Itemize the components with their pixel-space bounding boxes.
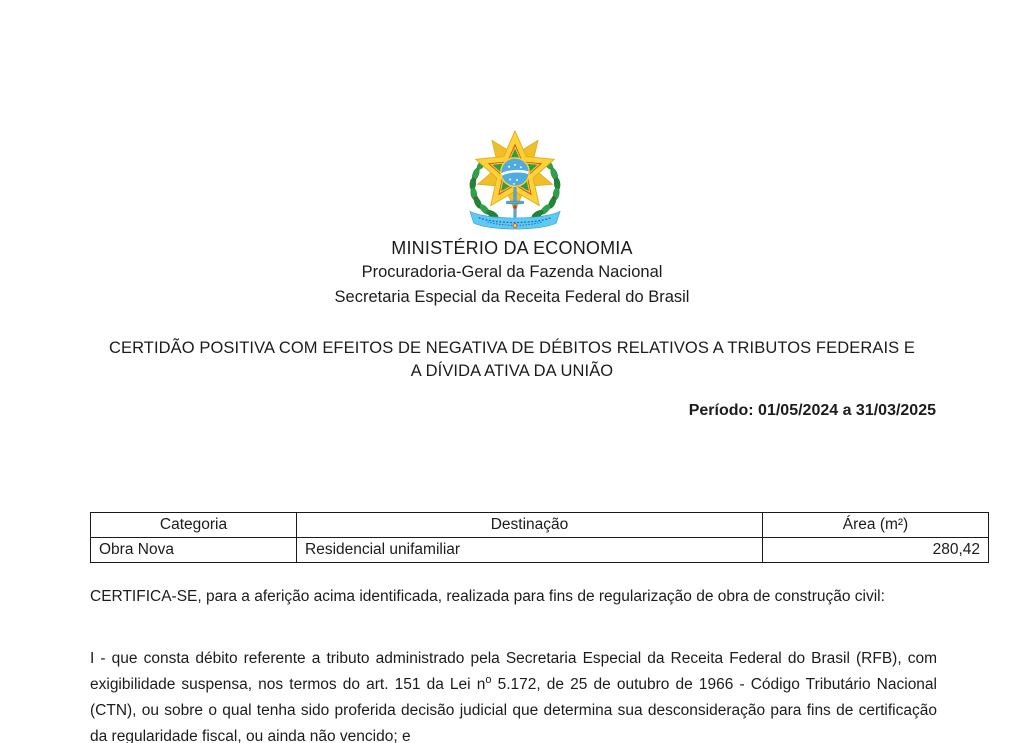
certification-statement: CERTIFICA-SE, para a aferição acima identificada, realizada para fins de regularização de obra de construção civil: (90, 588, 885, 605)
summary-table (90, 512, 989, 563)
table-row (91, 538, 989, 563)
cell-categoria: Obra Nova (91, 538, 297, 563)
column-header-categoria: Categoria (91, 513, 297, 538)
brazil-coat-of-arms-icon (458, 129, 572, 231)
period-line: Período: 01/05/2024 a 31/03/2025 (688, 402, 936, 419)
clause-i-ordinal-sup: o (485, 673, 492, 686)
document-title-line-2: A DÍVIDA ATIVA DA UNIÃO (410, 362, 614, 380)
column-header-destinacao: Destinação (297, 513, 763, 538)
ministry-name: MINISTÉRIO DA ECONOMIA (391, 238, 633, 258)
agency-name-rfb: Secretaria Especial da Receita Federal do Brasil (334, 288, 690, 306)
clause-i (90, 646, 937, 743)
agency-name-pgfn: Procuradoria-Geral da Fazenda Nacional (361, 263, 663, 281)
clause-i-text-after: 5.172, de 25 de outubro de 1966 - Código Tributário Nacional (CTN), ou sobre o qual tenha sido proferida decisão judicial que determina sua desconsideração para fins de certificação da regularidade fiscal, ou ainda não vencido; e (90, 676, 937, 743)
clause-i-text-before: I - que consta débito referente a tributo administrado pela Secretaria Especial da Receita Federal do Brasil (RFB), com exigibilidade suspensa, nos termos do art. 151 da Lei n (90, 650, 937, 693)
document-title (88, 337, 936, 383)
cell-area: 280,42 (763, 538, 989, 563)
cell-destinacao: Residencial unifamiliar (297, 538, 763, 563)
pendant-star (513, 224, 517, 228)
table-header-row (91, 513, 989, 538)
document-title-line-1: CERTIDÃO POSITIVA COM EFEITOS DE NEGATIVA DE DÉBITOS RELATIVOS A TRIBUTOS FEDERAIS E (108, 339, 916, 357)
column-header-area: Área (m²) (763, 513, 989, 538)
